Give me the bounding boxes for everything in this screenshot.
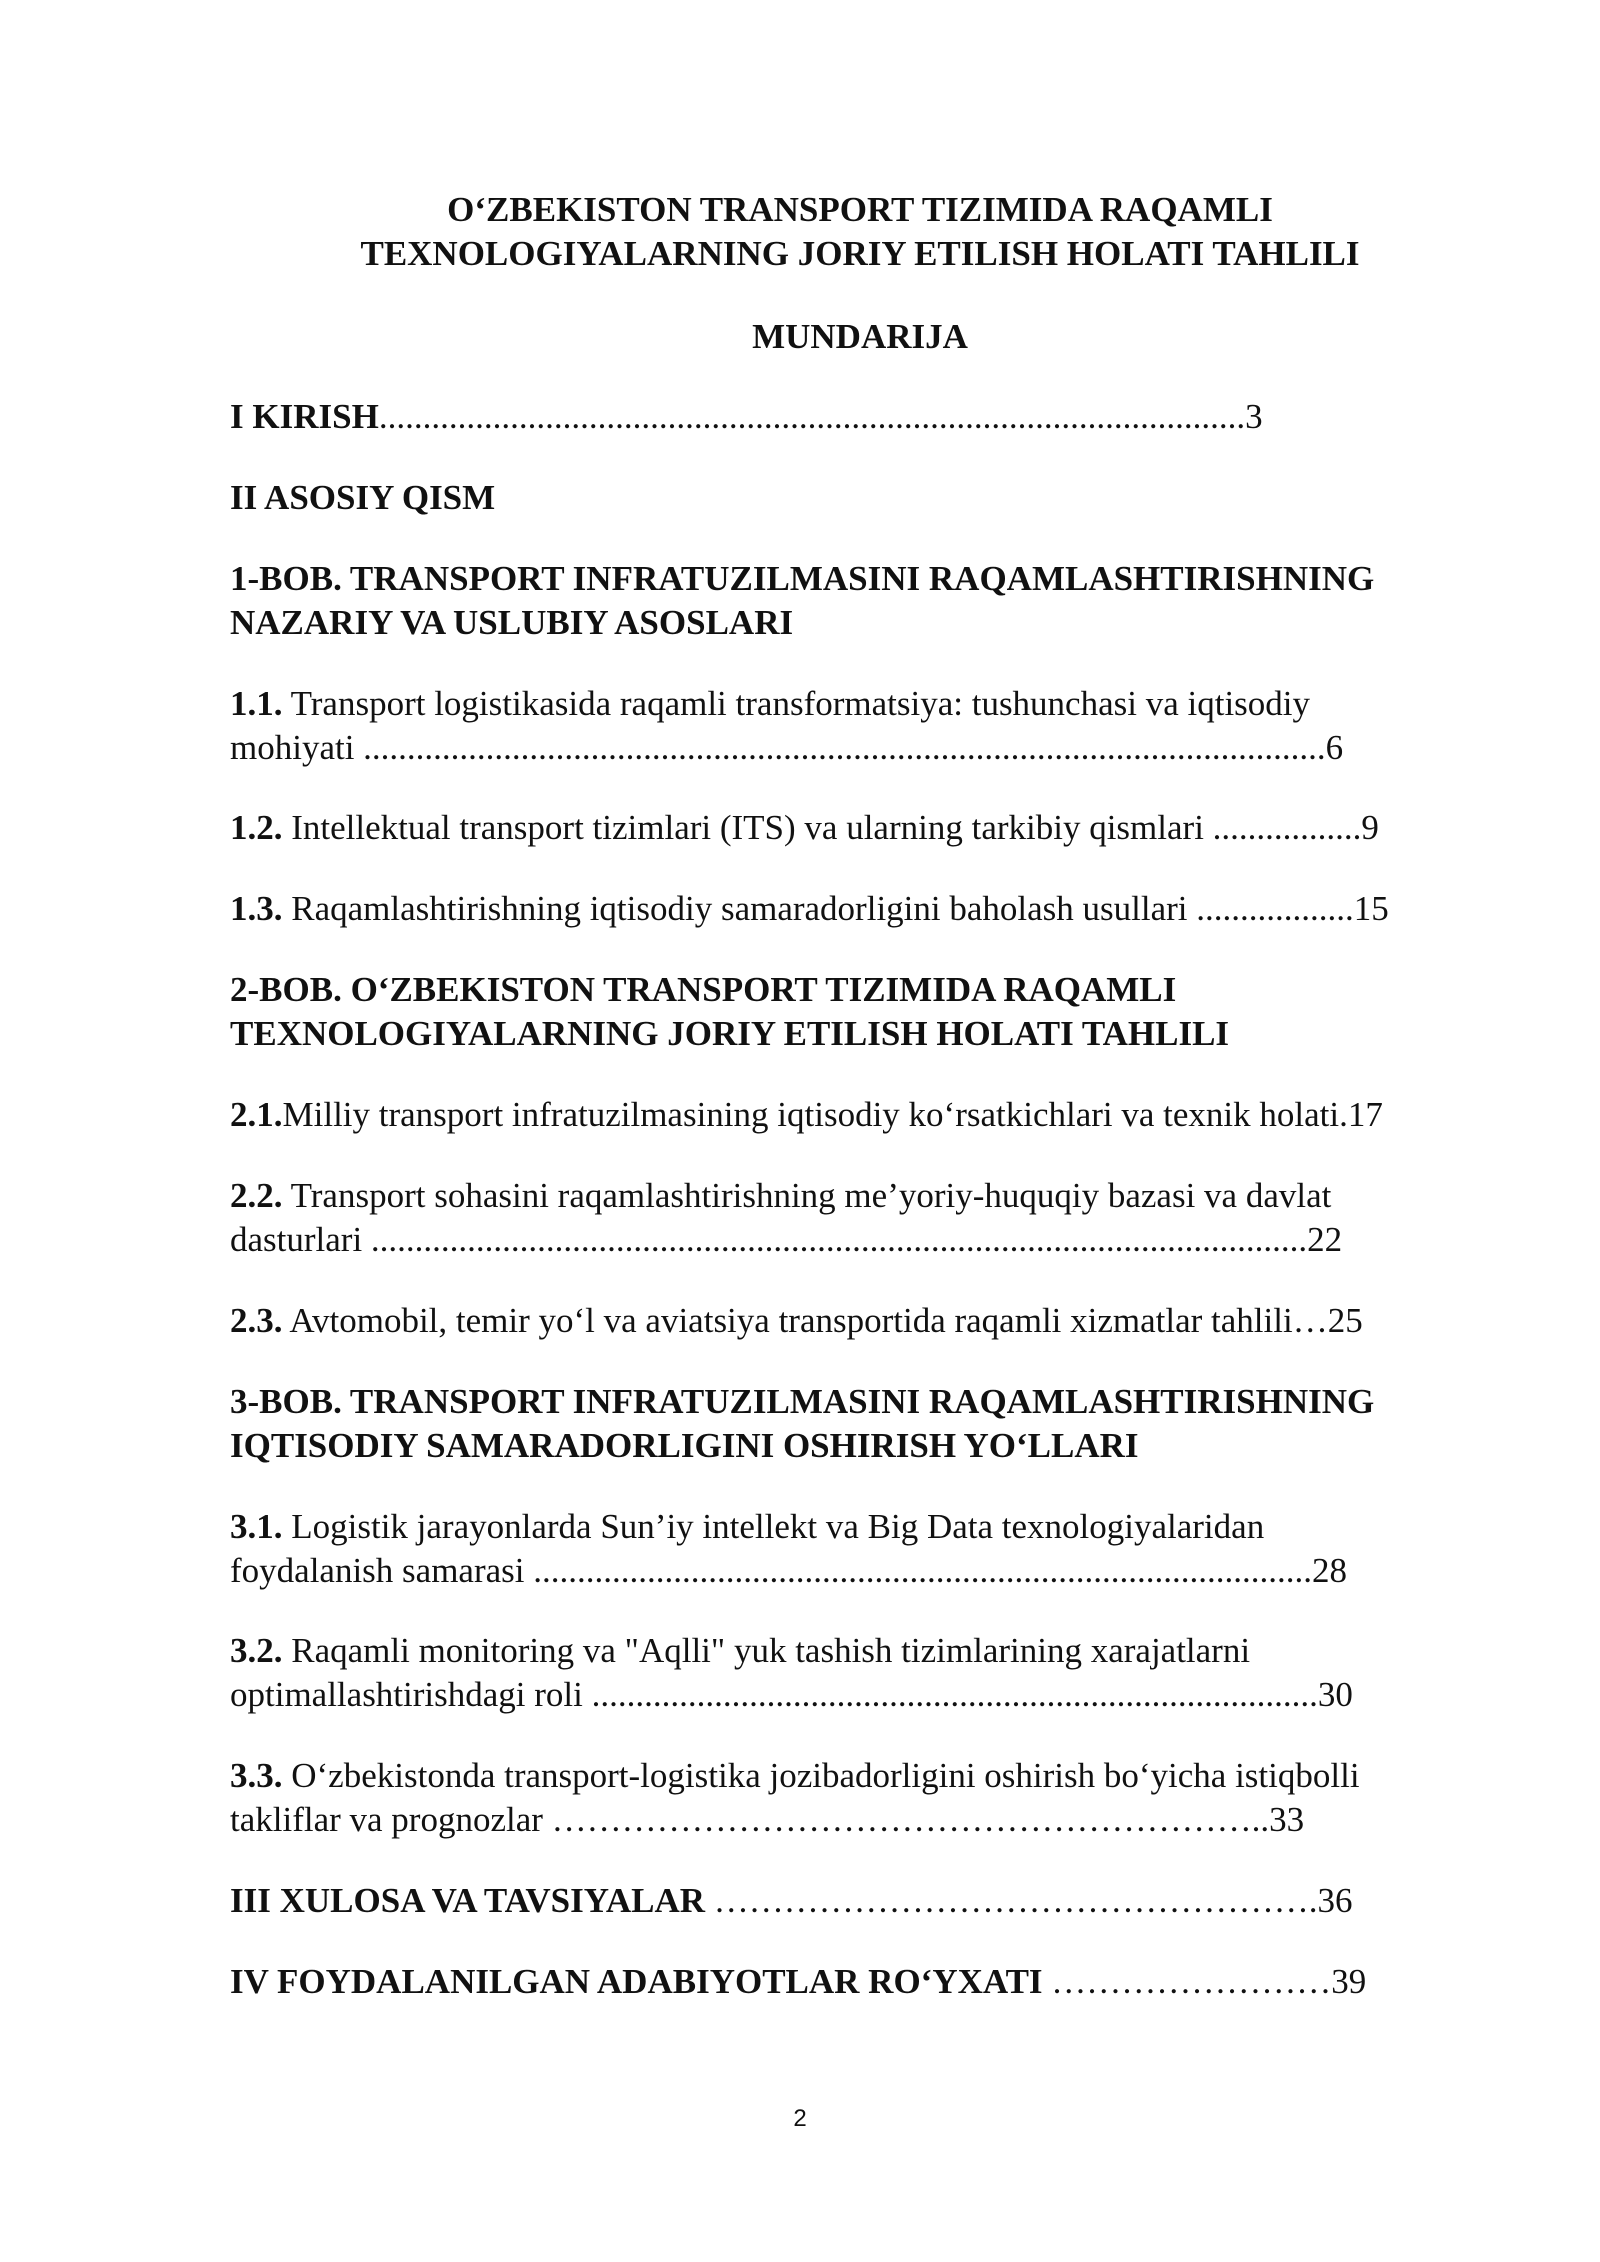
section-number: 2.1. [230, 1095, 283, 1134]
toc-chapter-3-line-2: IQTISODIY SAMARADORLIGINI OSHIRISH YO‘LLARI [230, 1426, 1139, 1465]
toc-entry-adabiyotlar [230, 1960, 1366, 2004]
toc-entry-title: IV FOYDALANILGAN ADABIYOTLAR RO‘YXATI [230, 1962, 1043, 2001]
section-number: 2.2. [230, 1176, 283, 1215]
toc-section-3-3-line-2: takliflar va prognozlar ……………………………………………………..33 [230, 1800, 1305, 1839]
toc-section-3-3-line-1 [230, 1754, 1360, 1798]
toc-section-2-3 [230, 1299, 1363, 1343]
toc-entry-title: III XULOSA VA TAVSIYALAR [230, 1881, 705, 1920]
section-number: 3.2. [230, 1631, 283, 1670]
toc-section-1-1-line-2: mohiyati ..............................................................................................................6 [230, 728, 1344, 767]
toc-entry-title: I KIRISH [230, 397, 379, 436]
toc-leader: ...................................................................................................3 [378, 397, 1263, 436]
section-title: Raqamlashtirishning iqtisodiy samaradorligini baholash usullari ..................15 [282, 889, 1389, 928]
toc-section-2-2-line-1 [230, 1174, 1331, 1218]
toc-section-1-2 [230, 806, 1379, 850]
section-number: 1.3. [230, 889, 283, 928]
section-title: Transport sohasini raqamlashtirishning me’yoriy-huquqiy bazasi va davlat [282, 1176, 1332, 1215]
toc-section-2-1 [230, 1093, 1383, 1137]
toc-section-3-1-line-2: foydalanish samarasi .........................................................................................28 [230, 1551, 1347, 1590]
section-number: 2.3. [230, 1301, 283, 1340]
section-title: Avtomobil, temir yo‘l va aviatsiya transportida raqamli xizmatlar tahlili…25 [282, 1301, 1363, 1340]
section-title: O‘zbekistonda transport-logistika jozibadorligini oshirish bo‘yicha istiqbolli [282, 1756, 1360, 1795]
title-line-2: TEXNOLOGIYALARNING JORIY ETILISH HOLATI TAHLILI [360, 234, 1360, 273]
toc-entry-kirish [230, 395, 1263, 439]
toc-section-1-3 [230, 887, 1389, 931]
section-title: Logistik jarayonlarda Sun’iy intellekt va Big Data texnologiyalaridan [282, 1507, 1265, 1546]
toc-section-3-2-line-2: optimallashtirishdagi roli ...................................................................................30 [230, 1675, 1353, 1714]
section-title: Transport logistikasida raqamli transformatsiya: tushunchasi va iqtisodiy [282, 684, 1311, 723]
section-title: Intellektual transport tizimlari (ITS) va ularning tarkibiy qismlari .................9 [282, 808, 1379, 847]
section-title: Milliy transport infratuzilmasining iqtisodiy ko‘rsatkichlari va texnik holati.17 [282, 1095, 1383, 1134]
contents-heading: MUNDARIJA [752, 317, 968, 356]
section-number: 1.1. [230, 684, 283, 723]
toc-chapter-2-line-1: 2-BOB. O‘ZBEKISTON TRANSPORT TIZIMIDA RAQAMLI [230, 970, 1177, 1009]
section-number: 3.3. [230, 1756, 283, 1795]
toc-part-asosiy: II ASOSIY QISM [230, 478, 496, 517]
toc-chapter-1-line-1: 1-BOB. TRANSPORT INFRATUZILMASINI RAQAMLASHTIRISHNING [230, 559, 1375, 598]
section-number: 1.2. [230, 808, 283, 847]
section-title: Raqamli monitoring va "Aqlli" yuk tashish tizimlarining xarajatlarni [282, 1631, 1251, 1670]
toc-section-3-1-line-1 [230, 1505, 1264, 1549]
toc-entry-xulosa [230, 1879, 1353, 1923]
toc-chapter-1-line-2: NAZARIY VA USLUBIY ASOSLARI [230, 603, 794, 642]
page-number: 2 [793, 2105, 807, 2132]
toc-section-2-2-line-2: dasturlari ...........................................................................................................22 [230, 1220, 1343, 1259]
toc-section-1-1-line-1 [230, 682, 1310, 726]
section-number: 3.1. [230, 1507, 283, 1546]
toc-chapter-2-line-2: TEXNOLOGIYALARNING JORIY ETILISH HOLATI TAHLILI [230, 1014, 1230, 1053]
title-line-1: O‘ZBEKISTON TRANSPORT TIZIMIDA RAQAMLI [447, 190, 1273, 229]
toc-section-3-2-line-1 [230, 1629, 1250, 1673]
document-title [230, 188, 1490, 276]
toc-chapter-3-line-1: 3-BOB. TRANSPORT INFRATUZILMASINI RAQAMLASHTIRISHNING [230, 1382, 1375, 1421]
toc-leader: …………………………………………….36 [705, 1881, 1353, 1920]
toc-leader: ……………………39 [1042, 1962, 1367, 2001]
